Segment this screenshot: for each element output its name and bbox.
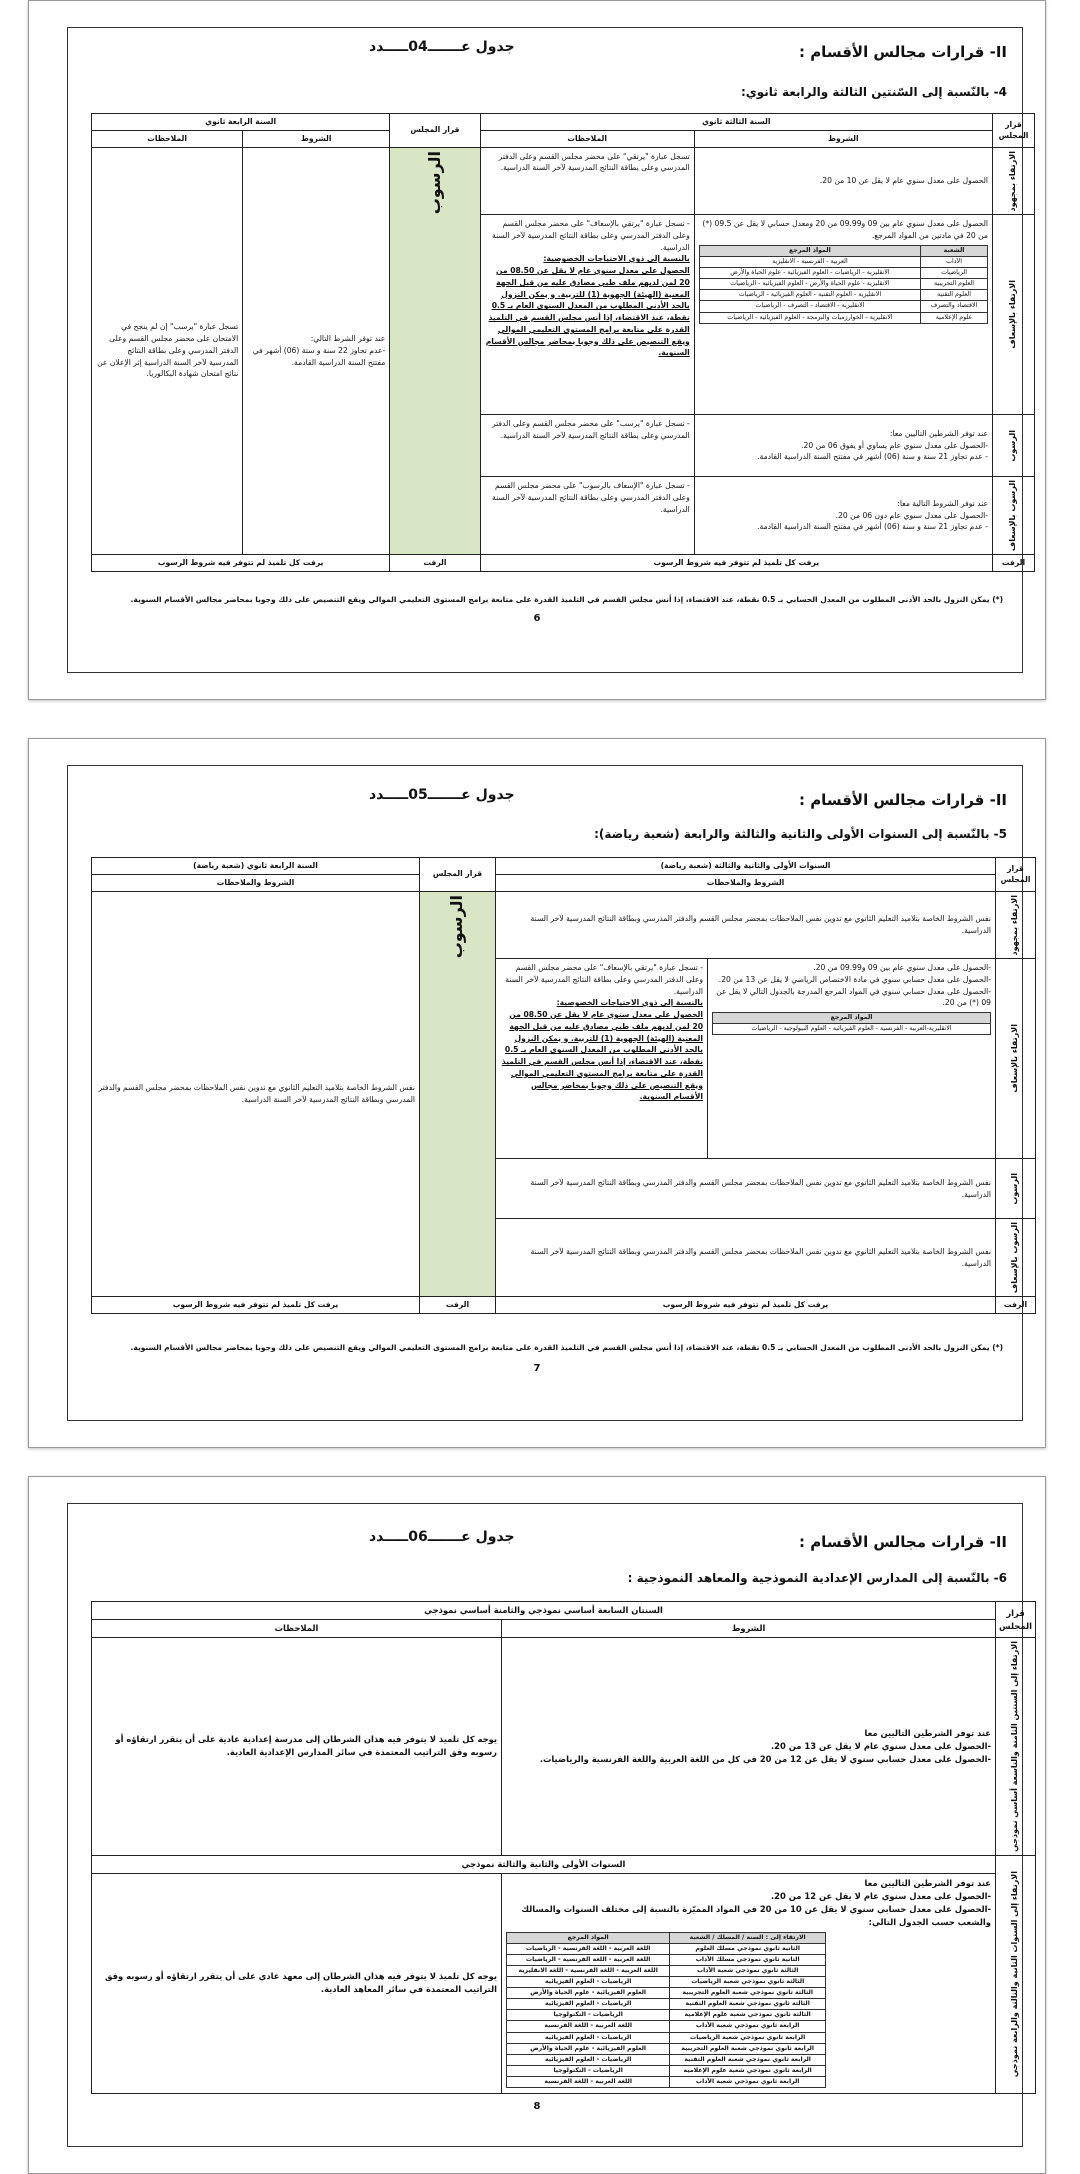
mini-cell: الثالثة ثانوي نموذجي شعبة علوم الإعلامية — [670, 2010, 826, 2021]
note-cell — [480, 215, 694, 415]
row-label: الارتقاء بمجهود — [996, 891, 1036, 958]
page-number: 7 — [533, 1363, 541, 1374]
mini-cell: الثالثة ثانوي نموذجي شعبة العلوم التقنية — [670, 1999, 826, 2010]
page-number: 6 — [533, 613, 541, 624]
header-decision: قرار المجلس — [996, 1602, 1036, 1638]
year4-cell: نفس الشروط الخاصة بتلاميذ التعليم الثانوي مع تدوين نفس الملاحظات بمحضر مجلس القسم والدفتر المدرسي وبطاقة النتائج المدرسية لآخر السنة الدراسية. — [92, 891, 420, 1297]
merged-cell: نفس الشروط الخاصة بتلاميذ التعليم الثانوي مع تدوين نفس الملاحظات بمحضر مجلس القسم والدفتر المدرسي وبطاقة النتائج المدرسية لآخر السنة الدراسية. — [496, 1159, 996, 1219]
mini-header-subjects: المواد المرجع — [507, 1932, 670, 1943]
row-label: الارتقاء إلى السنتين الثامنة والتاسعة أساسي نموذجي — [996, 1638, 1036, 1856]
mini-cell: العربية - الفرنسية - الانقليزية — [699, 256, 920, 267]
mini-cell: الاقتصاد والتصرف — [921, 301, 988, 312]
mini-cell: اللغة العربية - اللغة الفرنسية — [507, 2076, 670, 2087]
row-label: الرسوب — [993, 415, 1035, 477]
mini-cell: الانقليزية - العلوم التقنية - العلوم الفيزيائية - الرياضيات — [699, 290, 920, 301]
condition-text: عند توفر الشرطين التاليين معا -الحصول على معدل سنوي عام لا يقل عن 12 من 20. -الحصول على معدل حسابي سنوي لا يقل عن 10 من 20 في المواد المميّزة بالنسبة إلى مختلف السنوات والمسالك والشعب حسب الجدول التالي: — [521, 1877, 992, 1927]
dismissal-label-mid: الرفت — [390, 555, 480, 572]
mini-cell: العلوم الفيزيائية - علوم الحياة والأرض — [507, 2043, 670, 2054]
year4-note-cell: تسجل عبارة "يرسب" إن لم ينجح في الامتحان على محضر مجلس القسم وعلى الدفتر المدرسي وعلى بطاقة النتائج المدرسية لآخر السنة الدراسية إثر الإعلان عن نتائج امتحان شهادة البكالوريا. — [92, 147, 243, 555]
condition-cell: الحصول على معدل سنوي عام لا يقل عن 10 من 20. — [694, 147, 992, 214]
header-notes: الملاحظات — [480, 130, 694, 147]
condition-cell — [694, 215, 992, 415]
mini-cell: علوم الإعلامية — [921, 312, 988, 323]
header-conditions: الشروط — [502, 1620, 996, 1638]
header-decision: قرار المجلس — [993, 114, 1035, 148]
mini-cell: الانقليزية-العربية - الفرنسية - العلوم الفيزيائية - العلوم البيولوجية - الرياضيات — [713, 1024, 991, 1035]
reference-subjects-table — [506, 1932, 826, 2088]
decision-table-5 — [91, 857, 1036, 1314]
dismissal-text: يرفت كل تلميذ لم تتوفر فيه شروط الرسوب — [480, 555, 992, 572]
mini-cell: الرياضيات - العلوم الفيزيائية — [507, 2054, 670, 2065]
header-year4: السنة الرابعة ثانوي — [92, 114, 390, 131]
mini-cell: الرابعة ثانوي نموذجي شعبة العلوم التقنية — [670, 2054, 826, 2065]
row-label: الرسوب بالإسعاف — [993, 477, 1035, 555]
table-title: جدول عـــــــ05ـــــدد — [369, 787, 515, 803]
section-subtitle: 5- بالنّسبة إلى السنوات الأولى والثانية والثالثة والرابعة (شعبة رياضة): — [594, 827, 1007, 841]
note-cell: يوجه كل تلميذ لا يتوفر فيه هذان الشرطان إلى مدرسة إعدادية عادية على أن يتقرر ارتقاؤه أو رسوبه وفق التراتيب المعتمدة في سائر المدارس الإعدادية العادية. — [92, 1638, 502, 1856]
mini-header-branch: الشعبة — [921, 245, 988, 256]
reference-subjects-table — [699, 245, 988, 324]
mini-header-subjects: المواد المرجع — [699, 245, 920, 256]
row-label: الارتقاء بالإسعاف — [996, 959, 1036, 1159]
dismissal-text-y4: يرفت كل تلميذ لم تتوفر فيه شروط الرسوب — [92, 1297, 420, 1314]
mini-cell: الثالثة ثانوي نموذجي شعبة الرياضيات — [670, 1977, 826, 1988]
mini-cell: العلوم التقنية — [921, 290, 988, 301]
document-page-8 — [28, 1476, 1046, 2174]
mini-cell: الثالثة ثانوي نموذجي شعبة العلوم التجريبية — [670, 1988, 826, 1999]
note-cell: يوجه كل تلميذ لا يتوفر فيه هذان الشرطان إلى معهد عادي على أن يتقرر ارتقاؤه أو رسوبه وفق التراتيب المعتمدة في سائر المعاهد العادية. — [92, 1873, 502, 2093]
table-title: جدول عـــــــ04ـــــدد — [369, 39, 515, 55]
mini-header-subjects: المواد المرجع — [713, 1013, 991, 1024]
special-needs-text: الحصول على معدل سنوي عام لا يقل عن 08.50 من 20 لمن لديهم ملف طبي مصادق عليه من قبل الجهة المعنية (الهيئة) الجهوية (1) للتربية. و يمكن النزول بالحد الأدنى المطلوب من المعدل السنوي العام بـ 0.5 نقطة، عند الاقتضاء، إذا أنس مجلس القسم في التلميذ القدرة على متابعة برامج المستوى التعليمي الموالي ويقع التنصيص على ذلك وجوبا بمحاضر مجالس الأقسام السنوية. — [485, 266, 690, 358]
header-conditions-notes: الشروط والملاحظات — [496, 874, 996, 891]
mini-cell: الرياضيات - التكنولوجيا — [507, 2010, 670, 2021]
dismissal-label-mid: الرفت — [420, 1297, 496, 1314]
row-label: الرسوب — [996, 1159, 1036, 1219]
header-year3: السنة الثالثة ثانوي — [480, 114, 992, 131]
section-heading: II- قرارات مجالس الأقسام : — [798, 1533, 1007, 1551]
mini-cell: الثانية ثانوي نموذجي مسلك الآداب — [670, 1955, 826, 1966]
mini-cell: الثانية ثانوي نموذجي مسلك العلوم — [670, 1944, 826, 1955]
mini-cell: الرابعة ثانوي نموذجي شعبة الآداب — [670, 2076, 826, 2087]
reference-subjects-table — [712, 1012, 991, 1035]
header-decision-mid: قرار المجلس — [390, 114, 480, 148]
special-needs-text: الحصول على معدل سنوي عام لا يقل عن 08.50 من 20 لمن لديهم ملف طبي مصادق عليه من قبل الجهة المعنية (الهيئة) الجهوية (1) للتربية. و يمكن النزول بالحد الأدنى المطلوب من المعدل السنوي العام بـ 0.5 نقطة، عند الاقتضاء، إذا أنس مجلس القسم في التلميذ القدرة على متابعة برامج المستوى التعليمي الموالي ويقع التنصيص على ذلك وجوبا بمحاضر مجالس الأقسام السنوية. — [501, 1010, 704, 1102]
header-years13: السنوات الأولى والثانية والثالثة (شعبة رياضة) — [496, 858, 996, 875]
merged-cell: نفس الشروط الخاصة بتلاميذ التعليم الثانوي مع تدوين نفس الملاحظات بمحضر مجلس القسم والدفتر المدرسي وبطاقة النتائج المدرسية لآخر السنة الدراسية. — [496, 891, 996, 958]
mini-cell: الرياضيات - العلوم الفيزيائية — [507, 1999, 670, 2010]
mini-cell: العلوم التجريبية — [921, 279, 988, 290]
repeat-label-cell: الرسوب — [390, 147, 480, 555]
header-conditions: الشروط — [694, 130, 992, 147]
repeat-label-cell: الرسوب — [420, 891, 496, 1297]
note-text: - تسجل عبارة "يرتقي بالإسعاف" على محضر مجلس القسم وعلى الدفتر المدرسي وعلى بطاقة النتائج المدرسية لآخر السنة الدراسية. — [492, 219, 690, 252]
decision-table-4 — [91, 113, 1035, 572]
document-page-7 — [28, 738, 1046, 1448]
section-heading: II- قرارات مجالس الأقسام : — [798, 791, 1007, 809]
mini-cell: الرياضيات - التكنولوجيا — [507, 2065, 670, 2076]
decision-table-6 — [91, 1601, 1036, 2094]
year4-condition-cell: عند توفر الشرط التالي: -عدم تجاوز 22 سنة و ستة (06) أشهر في مفتتح السنة الدراسية القادمة. — [243, 147, 390, 555]
special-needs-title: بالنسبة إلى ذوي الاحتياجات الخصوصية: — [543, 254, 690, 264]
row-label: الرسوب بالإسعاف — [996, 1219, 1036, 1297]
header-notes: الملاحظات — [92, 1620, 502, 1638]
mini-cell: الرياضيات — [921, 267, 988, 278]
special-needs-title: بالنسبة إلى ذوي الاحتياجات الخصوصية: — [556, 998, 704, 1008]
header-year4: السنة الرابعة ثانوي (شعبة رياضة) — [92, 858, 420, 875]
header-notes-y4: الملاحظات — [92, 130, 243, 147]
row-label: الارتقاء إلى السنوات الثانية والثالثة والرابعة نموذجي — [996, 1855, 1036, 2093]
mini-cell: الانقليزية - الخوارزميات والبرمجة - العلوم الفيزيائية - الرياضيات — [699, 312, 920, 323]
mini-cell: العلوم الفيزيائية - علوم الحياة والأرض — [507, 1988, 670, 1999]
condition-cell — [502, 1873, 996, 2093]
section-subtitle: 6- بالنّسبة إلى المدارس الإعدادية النموذجية والمعاهد النموذجية : — [627, 1571, 1007, 1585]
section-subtitle: 4- بالنّسبة إلى السّنتين الثالثة والرابعة ثانوي: — [740, 85, 1007, 99]
mini-cell: اللغة العربية - اللغة الفرنسية - اللغة الانقليزية — [507, 1966, 670, 1977]
note-cell — [496, 959, 708, 1159]
condition-text: -الحصول على معدل سنوي عام بين 09 و09.99 من 20. -الحصول على معدل حسابي سنوي في مادة الاختصاص الرياضي لا يقل عن 13 من 20. -الحصول على معدل حسابي سنوي في المواد المرجع المدرجة بالجدول التالي لا يقل عن 09 (*) من 20. — [716, 963, 992, 1008]
mini-cell: الانقليزية - علوم الحياة والأرض - العلوم الفيزيائية - الرياضيات — [699, 279, 920, 290]
mini-cell: اللغة العربية - اللغة الفرنسية — [507, 2021, 670, 2032]
mini-header-level: الارتقاء إلى : السنة / المسلك / الشعبة — [670, 1932, 826, 1943]
dismissal-text: يرفت كل تلميذ لم تتوفر فيه شروط الرسوب — [496, 1297, 996, 1314]
condition-cell: عند توفر الشرطين التاليين معا: -الحصول على معدل سنوي عام يساوي أو يفوق 06 من 20. - عدم تجاوز 21 سنة و سنة (06) أشهر في مفتتح السنة الدراسية القادمة. — [694, 415, 992, 477]
note-cell: تسجل عبارة "يرتقي" على محضر مجلس القسم وعلى الدفتر المدرسي وعلى بطاقة النتائج المدرسية لآخر السنة الدراسية. — [480, 147, 694, 214]
block1-header: السنتان السابعة أساسي نموذجي والثامنة أساسي نموذجي — [92, 1602, 996, 1620]
row-label: الارتقاء بمجهود — [993, 147, 1035, 214]
note-text: - تسجل عبارة "يرتقي بالإسعاف" على محضر مجلس القسم وعلى الدفتر المدرسي وعلى بطاقة النتائج المدرسية لآخر السنة الدراسية. — [505, 963, 704, 996]
mini-cell: الانقليزية - الاقتصاد - التصرف - الرياضيات — [699, 301, 920, 312]
mini-cell: الانقليزية - الرياضيات - العلوم الفيزيائية - علوم الحياة والأرض — [699, 267, 920, 278]
footnote: (*) يمكن النزول بالحد الأدنى المطلوب من المعدل الحسابي بـ 0.5 نقطة، عند الاقتضاء، إذا أنس مجلس القسم في التلميذ القدرة على متابعة برامج المستوى التعليمي الموالي ويقع التنصيص على ذلك وجوبا بمحاضر مجالس الأقسام السنوية. — [130, 595, 1003, 604]
condition-text: الحصول على معدل سنوي عام بين 09 و09.99 من 20 ومعدل حسابي لا يقل عن 09.5 (*) من 20 في مادتين من المواد المرجع. — [702, 219, 988, 240]
mini-cell: الرياضيات - العلوم الفيزيائية — [507, 2032, 670, 2043]
mini-cell: اللغة العربية - اللغة الفرنسية - الرياضيات — [507, 1955, 670, 1966]
mini-cell: الرياضيات - العلوم الفيزيائية — [507, 1977, 670, 1988]
mini-cell: الثالثة ثانوي نموذجي شعبة الآداب — [670, 1966, 826, 1977]
row-label: الارتقاء بالإسعاف — [993, 215, 1035, 415]
mini-cell: الرابعة ثانوي نموذجي شعبة الرياضيات — [670, 2032, 826, 2043]
condition-cell: عند توفر الشرطين التاليين معا -الحصول على معدل سنوي عام لا يقل عن 13 من 20. -الحصول على معدل حسابي سنوي لا يقل عن 12 من 20 في كل من اللغة العربية واللغة الفرنسية والرياضيات. — [502, 1638, 996, 1856]
merged-cell: نفس الشروط الخاصة بتلاميذ التعليم الثانوي مع تدوين نفس الملاحظات بمحضر مجلس القسم والدفتر المدرسي وبطاقة النتائج المدرسية لآخر السنة الدراسية. — [496, 1219, 996, 1297]
dismissal-text-y4: يرفت كل تلميذ لم تتوفر فيه شروط الرسوب — [92, 555, 390, 572]
header-conditions-y4: الشروط — [243, 130, 390, 147]
mini-cell: الرابعة ثانوي نموذجي شعبة العلوم التجريبية — [670, 2043, 826, 2054]
mini-cell: اللغة العربية - اللغة الفرنسية - الرياضيات — [507, 1944, 670, 1955]
mini-cell: الآداب — [921, 256, 988, 267]
mini-cell: الرابعة ثانوي نموذجي شعبة علوم الإعلامية — [670, 2065, 826, 2076]
table-title: جدول عـــــــ06ـــــدد — [369, 1529, 515, 1545]
page-number: 8 — [533, 2101, 541, 2112]
note-cell: - تسجل عبارة "الإسعاف بالرسوب" على محضر مجلس القسم وعلى الدفتر المدرسي وعلى بطاقة النتائج المدرسية لآخر السنة الدراسية. — [480, 477, 694, 555]
mini-cell: الرابعة ثانوي نموذجي شعبة الآداب — [670, 2021, 826, 2032]
dismissal-label: الرفت — [993, 555, 1035, 572]
condition-cell: عند توفر الشروط التالية معا: -الحصول على معدل سنوي عام دون 06 من 20. - عدم تجاوز 21 سنة و سنة (06) أشهر في مفتتح السنة الدراسية القادمة. — [694, 477, 992, 555]
note-cell: - تسجل عبارة "يرسب" على محضر مجلس القسم وعلى الدفتر المدرسي وعلى بطاقة النتائج المدرسية لآخر السنة الدراسية. — [480, 415, 694, 477]
document-page-6 — [28, 0, 1046, 700]
footnote: (*) يمكن النزول بالحد الأدنى المطلوب من المعدل الحسابي بـ 0.5 نقطة، عند الاقتضاء، إذا أنس مجلس القسم في التلميذ القدرة على متابعة برامج المستوى التعليمي الموالي ويقع التنصيص على ذلك وجوبا بمحاضر مجالس الأقسام السنوية. — [130, 1343, 1003, 1352]
block2-header: السنوات الأولى والثانية والثالثة نموذجي — [92, 1855, 996, 1873]
header-decision-mid: قرار المجلس — [420, 858, 496, 892]
dismissal-label: الرفت — [996, 1297, 1036, 1314]
header-decision: قرار المجلس — [996, 858, 1036, 892]
section-heading: II- قرارات مجالس الأقسام : — [798, 43, 1007, 61]
header-conditions-notes-y4: الشروط والملاحظات — [92, 874, 420, 891]
condition-cell — [708, 959, 996, 1159]
